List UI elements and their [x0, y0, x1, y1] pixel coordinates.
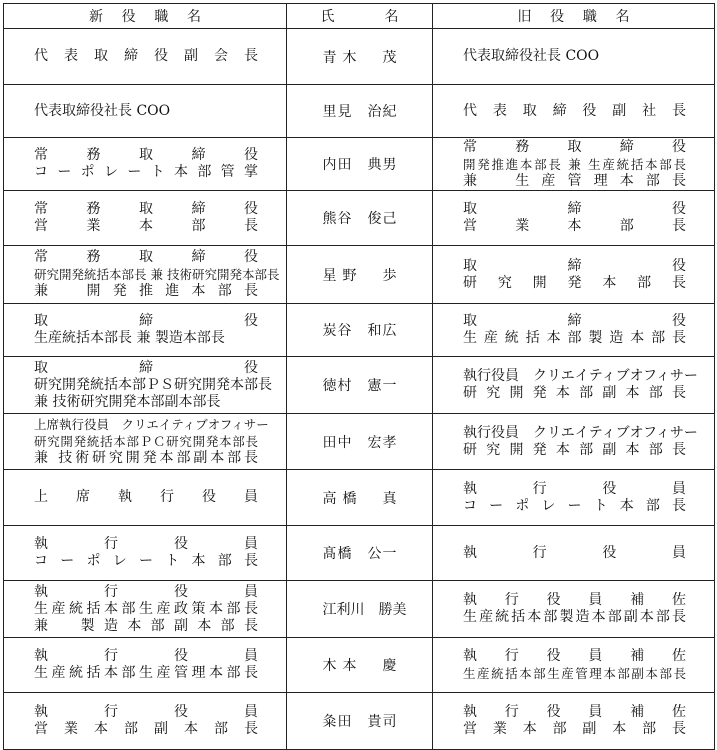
old-title-cell-line: 執行役員補佐: [463, 704, 686, 720]
table-row: [4, 191, 715, 246]
new-title-cell-line: 取締役: [34, 313, 258, 329]
new-title-cell-line: 営業本部副本部長: [34, 721, 258, 737]
old-title-cell-line: 開発推進本部長 兼 生産統括本部長: [463, 156, 686, 172]
new-title-cell-line: 兼 技術研究開発本部副本部長: [34, 393, 221, 410]
table-row: [4, 246, 715, 304]
person-name-cell: [287, 470, 433, 526]
person-name: 木本 慶: [322, 658, 397, 674]
old-title-cell-line: 取締役: [463, 257, 686, 274]
old-title-cell: [433, 526, 715, 581]
new-title-cell-line: 代表取締役副会長: [34, 48, 258, 64]
new-title-cell: [4, 526, 287, 581]
old-title-cell: [433, 29, 715, 85]
old-title-cell-line: 研究開発本部副本部長: [463, 441, 686, 458]
new-title-cell-line: 研究開発統括本部ＰＣ研究開発本部長: [34, 434, 258, 449]
new-title-cell: [4, 470, 287, 526]
old-title-cell-line: 執行役員補佐: [463, 592, 686, 608]
header-name: 氏 名: [287, 4, 433, 29]
old-title-cell-line: 執行役員: [463, 544, 686, 561]
old-title-cell: [433, 470, 715, 526]
new-title-cell-line: 常務取締役: [34, 147, 258, 163]
old-title-cell: [433, 191, 715, 246]
new-title-cell-line: 上席執行役員 クリエイティブオフィサー: [34, 417, 269, 432]
person-name-cell: [287, 693, 433, 750]
table-row: [4, 357, 715, 414]
old-title-cell-line: 兼 生産管理本部長: [463, 172, 686, 189]
person-name: 里見 治紀: [322, 104, 397, 120]
old-title-cell-line: 生産統括本部製造本部副本部長: [463, 609, 686, 625]
header-new-title: 新 役 職 名: [4, 4, 287, 29]
new-title-cell-line: 生産統括本部生産管理本部長: [34, 665, 258, 681]
table-row: [4, 85, 715, 138]
old-title-cell-line: コーポレート本部長: [463, 497, 686, 514]
old-title-cell-line: 代表取締役副社長: [463, 102, 686, 119]
old-title-cell: [433, 414, 715, 470]
new-title-cell-line: 常務取締役: [34, 201, 258, 217]
table-row: [4, 638, 715, 693]
person-name-cell: [287, 246, 433, 304]
old-title-cell-line: 生産統括本部製造本部長: [463, 330, 686, 346]
new-title-cell: [4, 85, 287, 138]
old-title-cell: [433, 638, 715, 693]
new-title-cell-line: 研究開発統括本部ＰＳ研究開発本部長: [34, 376, 272, 393]
old-title-cell-line: 営業本部副本部長: [463, 721, 686, 737]
person-name-cell: [287, 29, 433, 85]
table-row: [4, 693, 715, 750]
old-title-cell-line: 研究開発本部長: [463, 274, 686, 291]
old-title-cell-line: 執行役員 クリエイティブオフィサー: [463, 368, 698, 384]
new-title-cell-line: 生産統括本部長 兼 製造本部長: [34, 330, 225, 346]
old-title-cell-line: 執行役員 クリエイティブオフィサー: [463, 424, 698, 441]
new-title-cell-line: 営業本部長: [34, 218, 258, 234]
table-row: [4, 29, 715, 85]
old-title-cell: [433, 581, 715, 638]
new-title-cell-line: 執行役員: [34, 583, 258, 600]
person-name: 星野 歩: [322, 267, 397, 284]
new-title-cell-line: 上席執行役員: [34, 489, 258, 505]
table-row: [4, 470, 715, 526]
person-name-cell: [287, 85, 433, 138]
person-name: 内田 典男: [322, 157, 397, 173]
new-title-cell: [4, 638, 287, 693]
person-name-cell: [287, 638, 433, 693]
person-name: 徳村 憲一: [322, 378, 397, 394]
new-title-cell-line: 執行役員: [34, 648, 258, 664]
person-name: 髙橋 公一: [322, 546, 397, 562]
old-title-cell-line: 営業本部長: [463, 218, 686, 234]
table-row: [4, 304, 715, 357]
new-title-cell-line: 生産統括本部生産政策本部長: [34, 600, 258, 617]
person-name: 田中 宏孝: [322, 434, 397, 451]
new-title-cell-line: コーポレート本部長: [34, 553, 258, 569]
person-name: 熊谷 俊己: [322, 211, 397, 227]
old-title-cell: [433, 246, 715, 304]
old-title-cell-line: 執行役員: [463, 480, 686, 497]
person-name: 高橋 真: [322, 490, 397, 507]
old-title-cell-line: 代表取締役社長 COO: [463, 48, 600, 64]
old-title-cell-line: 取締役: [463, 313, 686, 329]
new-title-cell-line: 兼 製造本部副本部長: [34, 617, 258, 634]
new-title-cell: [4, 246, 287, 304]
new-title-cell-line: 執行役員: [34, 704, 258, 720]
table-row: [4, 526, 715, 581]
old-title-cell: [433, 357, 715, 414]
new-title-cell-line: 執行役員: [34, 536, 258, 552]
old-title-cell-line: 研究開発本部副本部長: [463, 385, 686, 401]
new-title-cell: [4, 414, 287, 470]
old-title-cell-line: 常務取締役: [463, 138, 686, 155]
person-name: 炭谷 和広: [322, 323, 397, 339]
new-title-cell-line: 取締役: [34, 359, 258, 376]
new-title-cell-line: 代表取締役社長 COO: [34, 102, 171, 119]
person-name-cell: [287, 304, 433, 357]
table-header-row: [4, 4, 715, 29]
table-row: [4, 414, 715, 470]
person-name-cell: [287, 357, 433, 414]
new-title-cell-line: 兼 技術研究開発本部副本部長: [34, 450, 258, 466]
new-title-cell: [4, 357, 287, 414]
person-name: 江利川 勝美: [322, 602, 407, 618]
new-title-cell: [4, 29, 287, 85]
table-row: [4, 138, 715, 191]
person-name: 青木 茂: [322, 49, 397, 66]
officer-change-table: [3, 3, 715, 750]
new-title-cell: [4, 191, 287, 246]
person-name-cell: [287, 581, 433, 638]
person-name: 粂田 貴司: [322, 714, 397, 730]
new-title-cell-line: コーポレート本部管掌: [34, 164, 258, 180]
new-title-cell: [4, 138, 287, 191]
new-title-cell: [4, 693, 287, 750]
new-title-cell-line: 兼 開発推進本部長: [34, 283, 258, 299]
old-title-cell-line: 取締役: [463, 201, 686, 217]
new-title-cell: [4, 304, 287, 357]
old-title-cell: [433, 693, 715, 750]
new-title-cell-line: 常務取締役: [34, 249, 258, 265]
old-title-cell-line: 執行役員補佐: [463, 648, 686, 664]
new-title-cell: [4, 581, 287, 638]
old-title-cell-line: 生産統括本部生産管理本部副本部長: [463, 666, 686, 681]
person-name-cell: [287, 526, 433, 581]
old-title-cell: [433, 304, 715, 357]
table-row: [4, 581, 715, 638]
person-name-cell: [287, 138, 433, 191]
person-name-cell: [287, 191, 433, 246]
old-title-cell: [433, 85, 715, 138]
new-title-cell-line: 研究開発統括本部長 兼 技術研究開発本部長: [34, 267, 280, 282]
old-title-cell: [433, 138, 715, 191]
person-name-cell: [287, 414, 433, 470]
header-old-title: 旧 役 職 名: [433, 4, 715, 29]
